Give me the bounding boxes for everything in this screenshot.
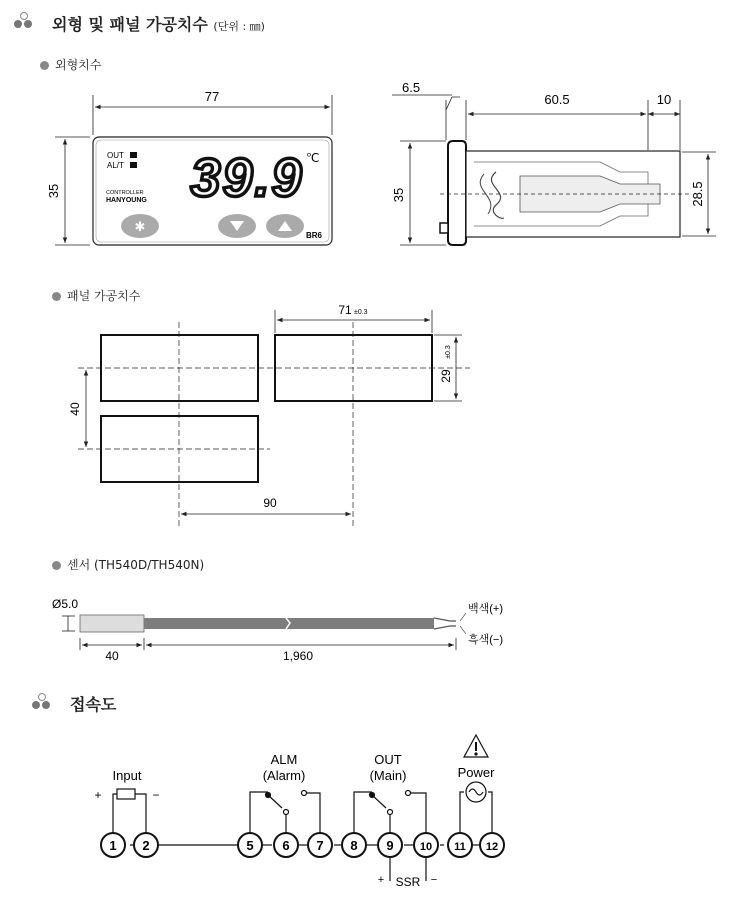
terminal-number: 6 xyxy=(282,838,290,853)
dim-probe-length: 40 xyxy=(105,649,119,663)
wiring-labels xyxy=(94,752,495,889)
input-plus: + xyxy=(94,788,102,802)
input-label: Input xyxy=(112,768,142,783)
dim-height-front: 35 xyxy=(46,183,61,199)
terminal-2 xyxy=(134,833,158,857)
terminal-5 xyxy=(238,833,262,857)
side-bezel xyxy=(448,141,466,245)
terminal-number: 8 xyxy=(350,838,358,853)
alm-label: ALM xyxy=(270,752,298,767)
sensor-diameter: Ø5.0 xyxy=(52,597,79,611)
terminal-1 xyxy=(101,833,125,857)
dim-cable-length: 1,960 xyxy=(282,649,314,663)
display-unit: ℃ xyxy=(306,151,320,165)
subsection-label: 패널 가공치수 xyxy=(67,289,141,303)
terminal-number: 7 xyxy=(316,838,324,853)
dim-terminal: 10 xyxy=(656,92,672,107)
ssr-label: SSR xyxy=(395,875,421,889)
dim-pitch-vertical: 40 xyxy=(68,402,82,416)
dim-cutout-width: 71 xyxy=(338,303,352,317)
terminal-number: 1 xyxy=(109,838,117,853)
unit-note: (단위 : ㎜) xyxy=(213,20,265,33)
wire-black-label: 흑색(−) xyxy=(468,634,504,646)
ssr-plus: + xyxy=(377,874,385,886)
alt-led xyxy=(130,162,137,168)
dim-width-front: 77 xyxy=(204,89,220,104)
out-led xyxy=(130,152,137,158)
main-label: (Main) xyxy=(369,768,407,783)
dim-bezel: 6.5 xyxy=(402,80,421,95)
wire-white-label: 백색(+) xyxy=(468,603,504,615)
terminal-number: 9 xyxy=(386,838,394,853)
side-view xyxy=(391,80,716,245)
terminal-7 xyxy=(308,833,332,857)
dim-cutout-height-tol: ±0.3 xyxy=(445,345,452,359)
wiring-diagram xyxy=(113,735,492,881)
alt-label: AL/T xyxy=(107,161,124,170)
subsection-label: 센서 (TH540D/TH540N) xyxy=(67,558,205,572)
dim-depth: 60.5 xyxy=(544,92,570,107)
subsection-label: 외형치수 xyxy=(55,58,102,72)
dim-cutout-width-tol: ±0.3 xyxy=(354,309,368,316)
alarm-label: (Alarm) xyxy=(262,768,306,783)
terminal-number: 2 xyxy=(142,838,150,853)
dim-cutout-height: 29 xyxy=(439,369,453,383)
terminal-number: 11 xyxy=(454,841,466,853)
terminal-number: 5 xyxy=(246,838,254,853)
brand-small: CONTROLLER xyxy=(106,190,144,196)
input-minus: − xyxy=(152,788,160,802)
dim-pitch-horizontal: 90 xyxy=(263,496,277,510)
power-label: Power xyxy=(457,765,495,780)
model-label: BR6 xyxy=(306,231,323,240)
terminal-number: 10 xyxy=(419,841,433,853)
title-text: 외형 및 패널 가공치수 xyxy=(52,15,208,34)
terminal-10 xyxy=(414,833,438,857)
terminal-9 xyxy=(378,833,402,857)
title-text: 접속도 xyxy=(70,695,117,714)
out-label: OUT xyxy=(107,151,124,160)
sensor-probe xyxy=(80,615,144,632)
terminal-8 xyxy=(342,833,366,857)
front-view xyxy=(46,89,332,245)
seven-seg-display: 39.9 xyxy=(190,148,304,208)
dim-height-side: 35 xyxy=(391,187,406,203)
asterisk-icon: ✱ xyxy=(134,219,146,234)
sensor-view xyxy=(52,597,503,663)
panel-cutout-view xyxy=(68,303,470,526)
out-label: OUT xyxy=(374,752,402,767)
terminal-12 xyxy=(480,833,504,857)
dim-case-height: 28.5 xyxy=(690,181,705,207)
terminal-number: 12 xyxy=(485,841,499,853)
terminal-11 xyxy=(448,833,472,857)
ssr-minus: − xyxy=(430,874,438,886)
brand-name: HANYOUNG xyxy=(106,197,147,204)
terminal-6 xyxy=(274,833,298,857)
